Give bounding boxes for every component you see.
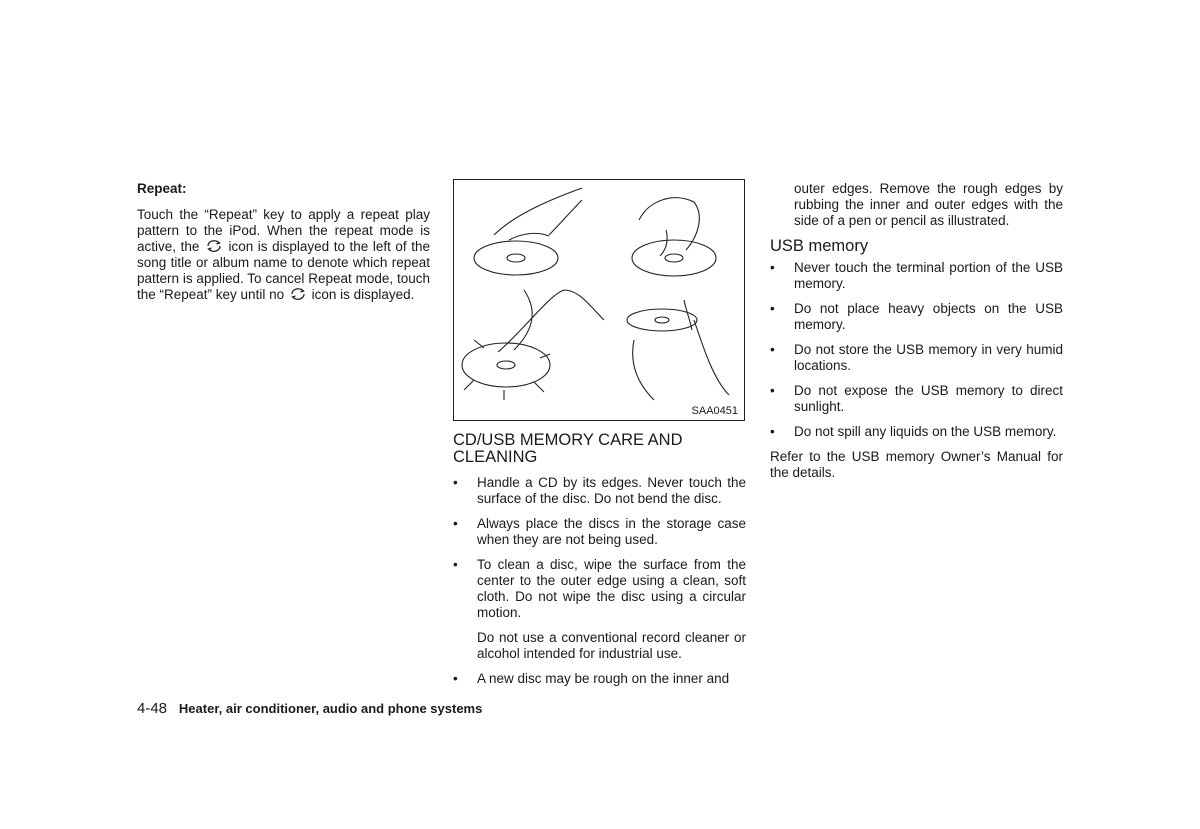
list-item-text: Never touch the terminal portion of the USB memory. <box>794 260 1063 291</box>
continuation-text: outer edges. Remove the rough edges by rubbing the inner and outer edges with the side of a pen or pencil as illustrated. <box>794 181 1063 228</box>
list-item <box>770 301 1063 333</box>
left-column <box>137 181 430 303</box>
list-item <box>770 260 1063 292</box>
repeat-text-3: icon is displayed. <box>311 287 415 302</box>
bullet-dot: • <box>770 301 775 316</box>
figure-code: SAA0451 <box>691 405 738 417</box>
repeat-heading: Repeat: <box>137 181 187 196</box>
closing-text: Refer to the USB memory Owner’s Manual for the details. <box>770 449 1063 480</box>
bullet-dot: • <box>453 475 458 490</box>
repeat-text-1: Touch the “Repeat” key to apply a repeat play pattern to the iPod. When the repeat mode is active, the <box>137 207 430 254</box>
list-item-text: Do not store the USB memory in very humid locations. <box>794 342 1063 373</box>
cleaner-note: Do not use a conventional record cleaner or alcohol intended for industrial use. <box>477 630 746 661</box>
repeat-icon <box>288 287 308 301</box>
repeat-icon <box>204 239 224 253</box>
middle-column <box>453 432 746 687</box>
list-item-text: Handle a CD by its edges. Never touch the surface of the disc. Do not bend the disc. <box>477 475 746 506</box>
list-item-text: To clean a disc, wipe the surface from the center to the outer edge using a clean, soft cloth. Do not wipe the disc using a circular motion. <box>477 557 746 620</box>
list-item <box>770 424 1063 440</box>
list-item-text: Do not spill any liquids on the USB memory. <box>794 424 1057 439</box>
usb-memory-heading: USB memory <box>770 237 869 255</box>
right-column <box>770 181 1063 481</box>
list-item-text: Always place the discs in the storage case when they are not being used. <box>477 516 746 547</box>
list-item <box>453 557 746 621</box>
bullet-dot: • <box>770 342 775 357</box>
list-item-text: Do not place heavy objects on the USB memory. <box>794 301 1063 332</box>
page-number: 4-48 <box>137 700 168 717</box>
bullet-dot: • <box>453 516 458 531</box>
list-item <box>453 475 746 507</box>
list-item <box>453 516 746 548</box>
list-item-text: Do not expose the USB memory to direct sunlight. <box>794 383 1063 414</box>
repeat-paragraph <box>137 207 430 303</box>
list-item <box>453 671 746 687</box>
cd-disc-icon <box>454 180 744 420</box>
list-item-text: A new disc may be rough on the inner and <box>477 671 730 686</box>
page-footer <box>137 700 482 717</box>
bullet-dot: • <box>770 260 775 275</box>
repeat-text-2: icon is displayed to the left of the song title or album name to denote which repeat pattern is applied. To cancel Repeat mode, touch the “Repeat” key until no <box>137 239 430 302</box>
list-item <box>770 383 1063 415</box>
cd-care-heading: CD/USB MEMORY CARE AND CLEANING <box>453 431 683 466</box>
bullet-dot: • <box>770 424 775 439</box>
bullet-dot: • <box>453 671 458 686</box>
bullet-dot: • <box>770 383 775 398</box>
bullet-dot: • <box>453 557 458 572</box>
list-item <box>770 342 1063 374</box>
section-title: Heater, air conditioner, audio and phone systems <box>178 701 483 716</box>
cd-handling-illustration <box>453 179 745 421</box>
